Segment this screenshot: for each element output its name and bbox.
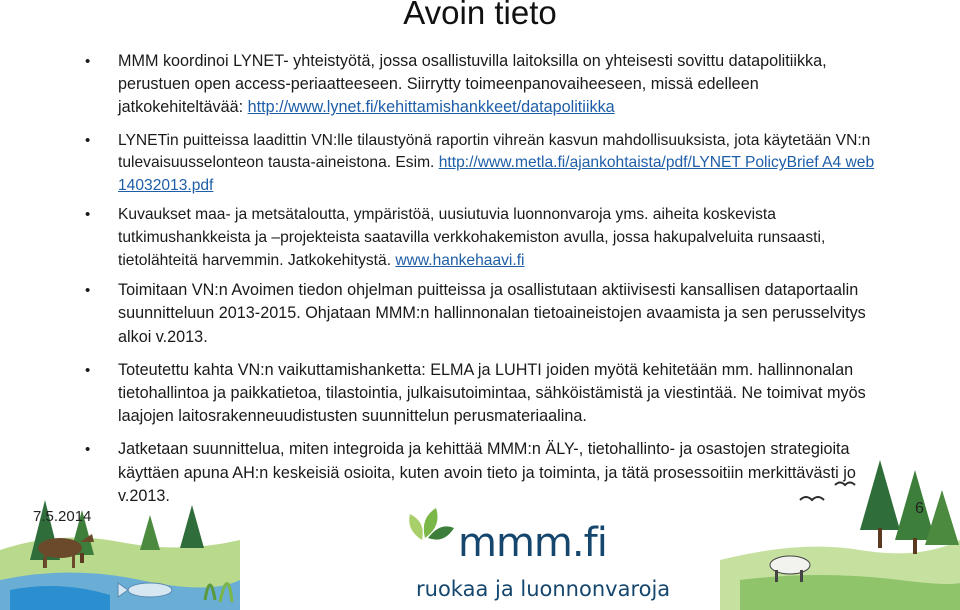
mmm-leaf-logo-icon xyxy=(409,508,454,540)
bullet-item xyxy=(76,130,876,198)
bullet-text: LYNETin puitteissa laadittin VN:lle tilaustyönä raportin vihreän kasvun mahdollisuuksista, jota käytetään VN:n tulevaisuusselonteon tausta-aineistona. Esim. xyxy=(118,131,871,172)
brand-logo-text: mmm.fi xyxy=(458,520,607,566)
hankehaavi-link[interactable]: www.hankehaavi.fi xyxy=(395,251,525,269)
bullet-text: Jatketaan suunnittelua, miten integroida ja kehittää MMM:n ÄLY-, tietohallinto- ja osastojen strategioita käyttäen apuna AH:n keskeisiä osioita, kuten avoin tieto ja toiminta, ja tätä prosessoitiin merkittävästi jo v.2013. xyxy=(118,440,856,505)
bullet-dot-icon: • xyxy=(85,282,91,300)
bullet-item xyxy=(76,359,876,429)
bullet-text: Toteutettu kahta VN:n vaikuttamishanketta: ELMA ja LUHTI joiden myötä kehitetään mm. hallinnonalan tietohallintoa ja paikkatietoa, tilastointia, julkaisutoimintaa, sähköistämistä ja viestintää. Ne toimivat myös laajojen laitosrakenneuudistusten suunnittelun perusmateriaalina. xyxy=(118,360,866,426)
slide-title: Avoin tieto xyxy=(403,0,557,31)
bullet-text: MMM koordinoi LYNET- yhteistyötä, jossa osallistuvilla laitoksilla on yhteisesti sovittu datapolitiikka, perustuen open access-periaatteeseen. Siirrytty toimeenpanovaiheeseen, missä edelleen jatkokehiteltävää: xyxy=(118,52,827,117)
bullet-item xyxy=(76,50,876,120)
page-number: 6 xyxy=(915,500,924,517)
bullet-text: Toimitaan VN:n Avoimen tiedon ohjelman puitteissa ja osallistutaan aktiivisesti kansallisen dataportaalin suunnitteluun 2013-2015. Ohjataan MMM:n hallinnonalan tietoaineistojen avaamista ja sen perusselvitys alkoi v.2013. xyxy=(118,281,866,346)
slide-date: 7.5.2014 xyxy=(33,508,92,525)
datapolitiikka-link[interactable]: http://www.lynet.fi/kehittamishankkeet/datapolitiikka xyxy=(247,98,615,117)
bullet-item xyxy=(76,204,876,272)
bullet-dot-icon: • xyxy=(85,131,91,149)
bullet-dot-icon: • xyxy=(85,53,91,70)
bullet-dot-icon: • xyxy=(85,206,91,224)
policybrief-link[interactable]: http://www.metla.fi/ajankohtaista/pdf/LYNET PolicyBrief A4 web 14032013.pdf xyxy=(118,154,875,194)
brand-tagline: ruokaa ja luonnonvaroja xyxy=(416,577,671,601)
right-landscape-illustration xyxy=(720,460,960,610)
bullet-item xyxy=(76,279,876,349)
bullet-dot-icon: • xyxy=(85,361,91,379)
bullet-dot-icon: • xyxy=(85,441,91,459)
bullet-text: Kuvaukset maa- ja metsätaloutta, ympäristöä, uusiutuvia luonnonvaroja yms. aiheita koskevista tutkimushankkeista ja –projekteista saatavilla verkkohakemiston avulla, jossa hakupalveluita runsaasti, tietolähteitä harvemmin. Jatkokehitystä. xyxy=(118,206,826,269)
